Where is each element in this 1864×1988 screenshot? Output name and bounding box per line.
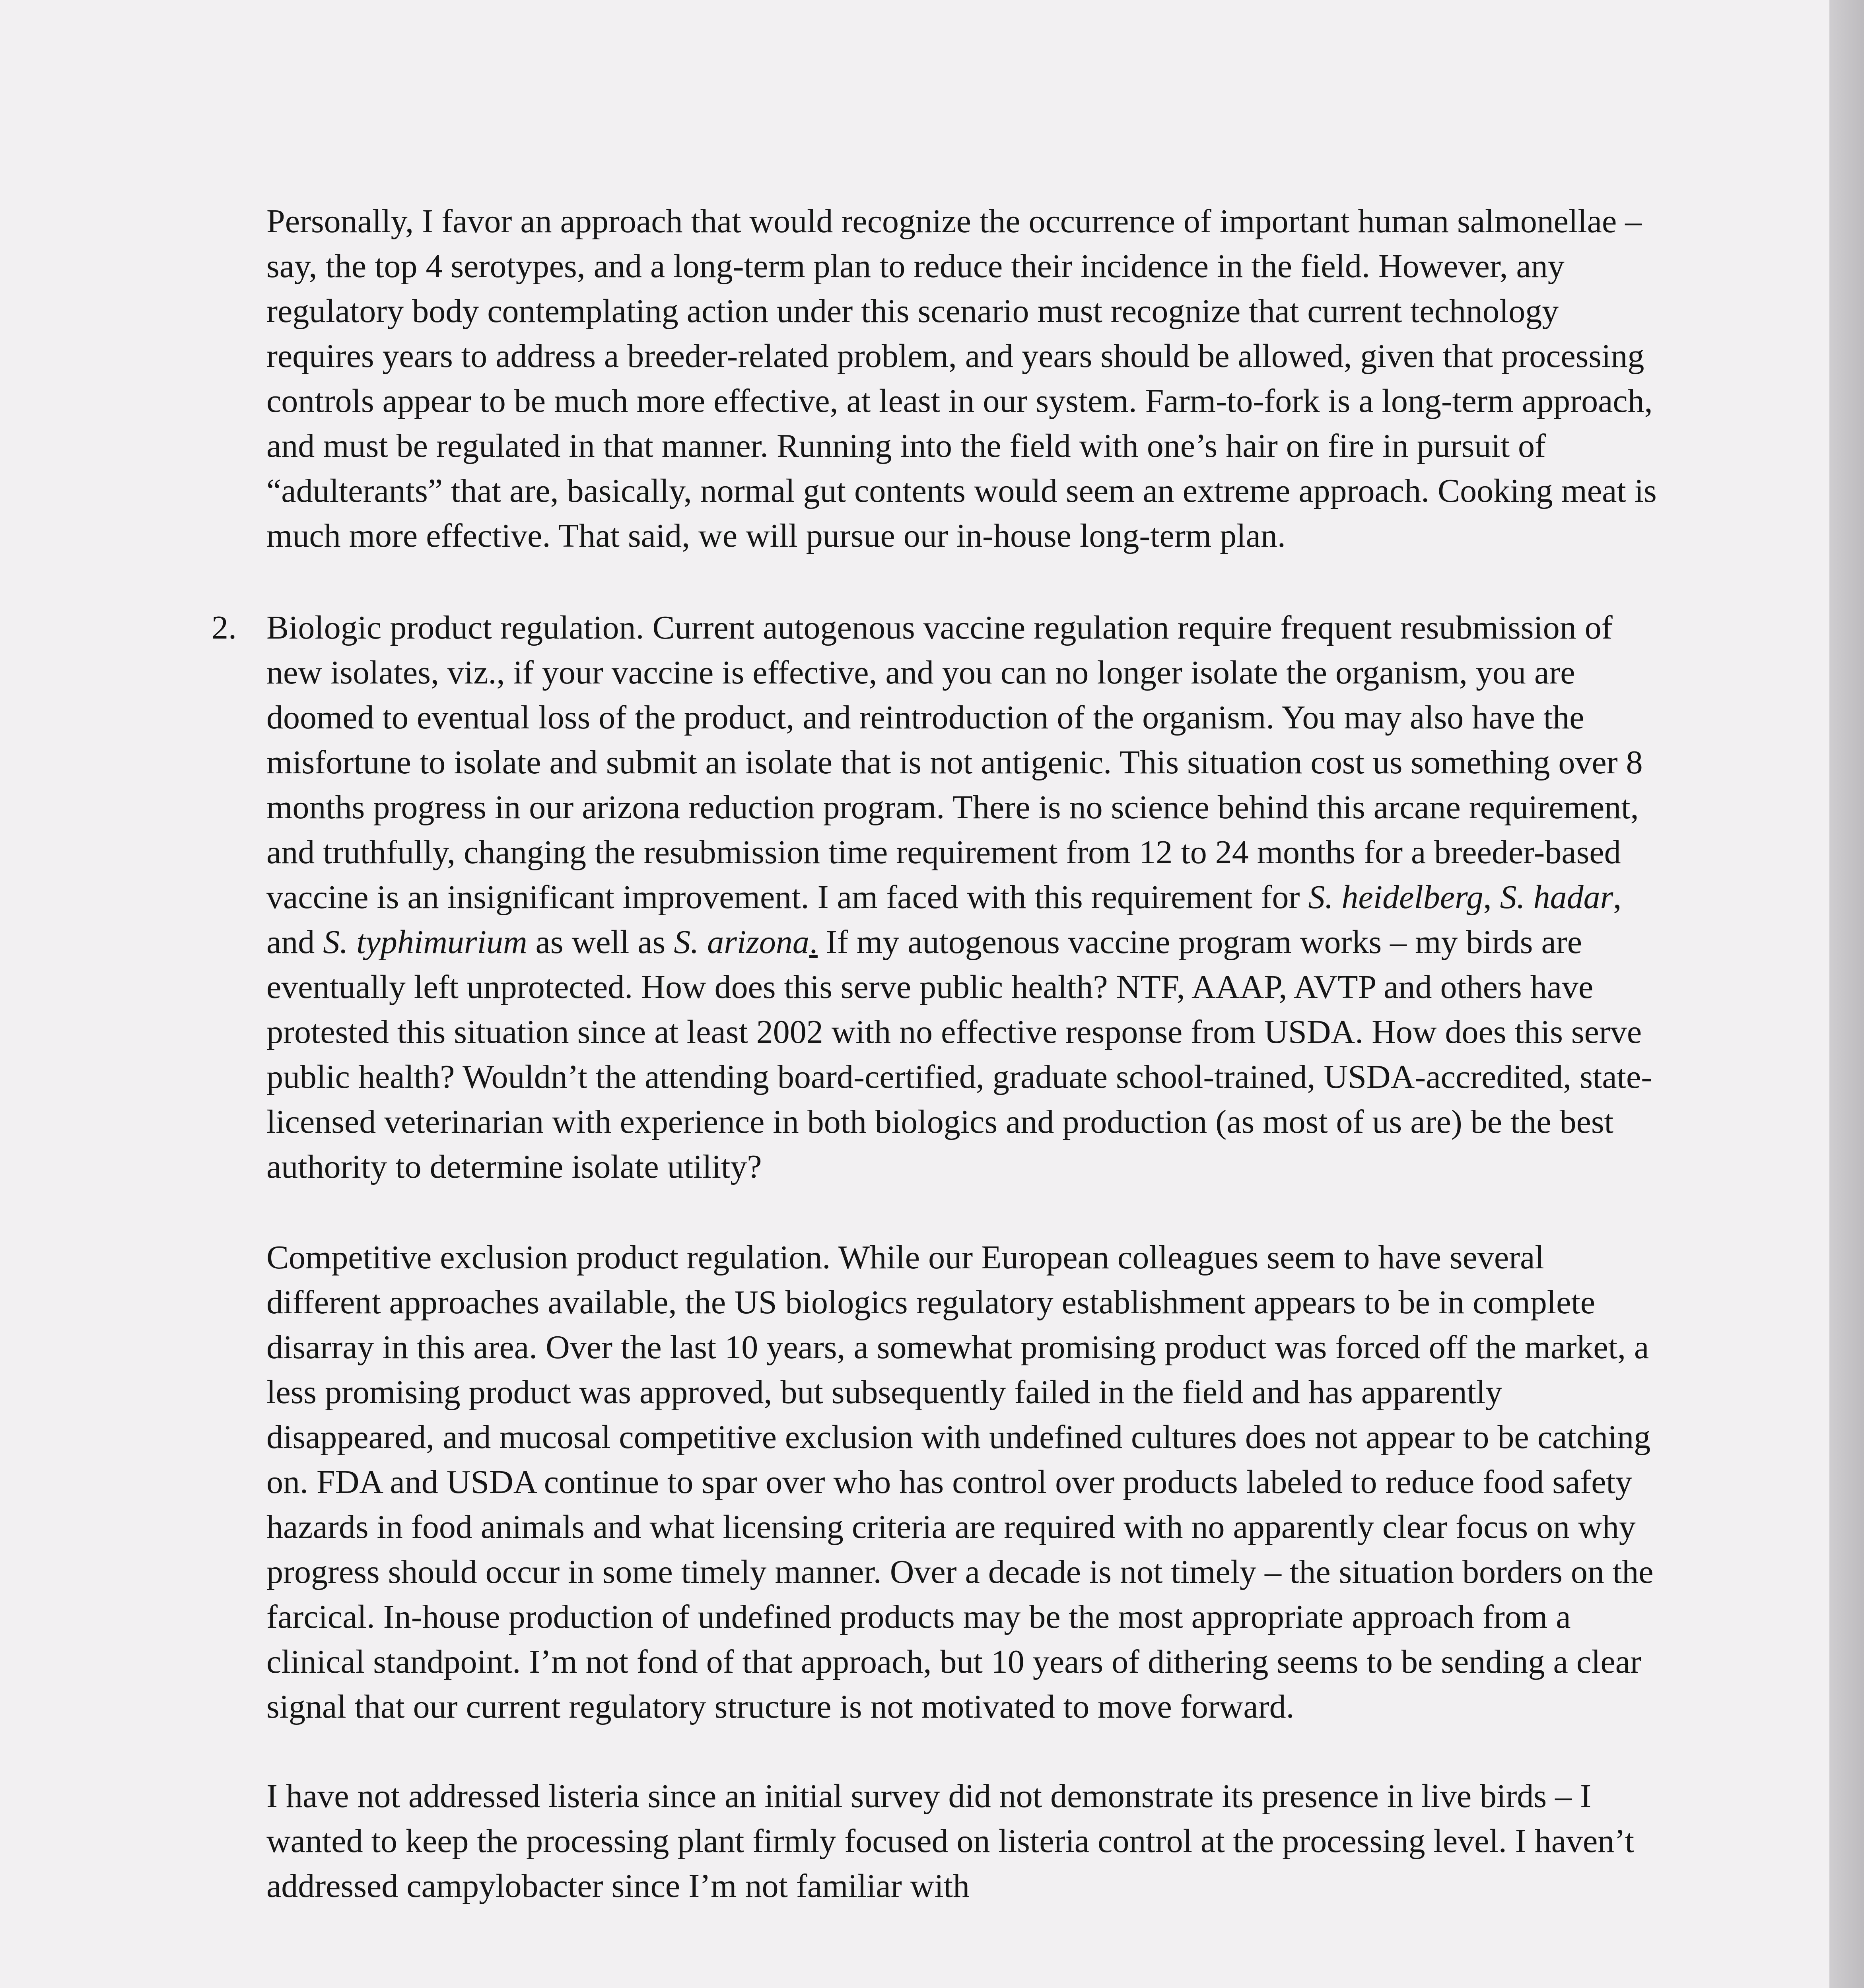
biologic-text-part2: If my autogenous vaccine program works – my birds are eventually left unprotected. How does this serve public health? NTF, AAAP, AVTP and others have protested this situation since at least 2002 with no effective response from USDA. How does this serve public health? Wouldn’t the attending board-certified, graduate school-trained, USDA-accredited, state-licensed veterinarian with experience in both biologics and production (as most of us are) be the best authority to determine isolate utility? bbox=[266, 924, 1652, 1185]
biologic-text-part1: Biologic product regulation. Current autogenous vaccine regulation require frequent resubmission of new isolates, viz., if your vaccine is effective, and you can no longer isolate the organism, you are doomed to eventual loss of the product, and reintroduction of the organism. You may also have the misfortune to isolate and submit an isolate that is not antigenic. This situation cost us something over 8 months progress in our arizona reduction program. There is no science behind this arcane requirement, and truthfully, changing the resubmission time requirement from 12 to 24 months for a breeder-based vaccine is an insignificant improvement. I am faced with this requirement for bbox=[266, 609, 1643, 916]
list-item-biologic-regulation bbox=[212, 605, 1658, 1189]
paragraph-competitive-exclusion: Competitive exclusion product regulation. While our European colleagues seem to have several different approaches available, the US biologics regulatory establishment appears to be in complete disarray in this area. Over the last 10 years, a somewhat promising product was forced off the market, a less promising product was approved, but subsequently failed in the field and has apparently disappeared, and mucosal competitive exclusion with undefined cultures does not appear to be catching on. FDA and USDA continue to spar over who has control over products labeled to reduce food safety hazards in food animals and what licensing criteria are required with no apparently clear focus on why progress should occur in some timely manner. Over a decade is not timely – the situation borders on the farcical. In-house production of undefined products may be the most appropriate approach from a clinical standpoint. I’m not fond of that approach, but 10 years of dithering seems to be sending a clear signal that our current regulatory structure is not motivated to move forward. bbox=[266, 1239, 1654, 1725]
separator-1: , bbox=[1483, 879, 1500, 916]
list-item-number: 2. bbox=[212, 609, 237, 646]
species-heidelberg: S. heidelberg bbox=[1308, 879, 1483, 916]
paragraph-salmonellae-approach: Personally, I favor an approach that would recognize the occurrence of important human salmonellae – say, the top 4 serotypes, and a long-term plan to reduce their incidence in the field. However, any regulatory body contemplating action under this scenario must recognize that current technology requires years to address a breeder-related problem, and years should be allowed, given that processing controls appear to be much more effective, at least in our system. Farm-to-fork is a long-term approach, and must be regulated in that manner. Running into the field with one’s hair on fire in pursuit of “adulterants” that are, basically, normal gut contents would seem an extreme approach. Cooking meat is much more effective. That said, we will pursue our in-house long-term plan. bbox=[266, 203, 1657, 554]
paragraph-biologic-regulation bbox=[266, 605, 1658, 1189]
separator-3: as well as bbox=[527, 924, 674, 961]
separator-2: , and bbox=[266, 879, 1622, 961]
body-text bbox=[212, 199, 1658, 1908]
species-arizona: S. arizona bbox=[674, 924, 809, 961]
species-hadar: S. hadar bbox=[1500, 879, 1613, 916]
page-edge-shadow bbox=[1829, 0, 1864, 1988]
underlined-period: . bbox=[809, 924, 818, 961]
paragraph-listeria: I have not addressed listeria since an initial survey did not demonstrate its presence in live birds – I wanted to keep the processing plant firmly focused on listeria control at the processing level. I haven’t addressed campylobacter since I’m not familiar with bbox=[266, 1778, 1635, 1905]
species-typhimurium: S. typhimurium bbox=[323, 924, 527, 961]
